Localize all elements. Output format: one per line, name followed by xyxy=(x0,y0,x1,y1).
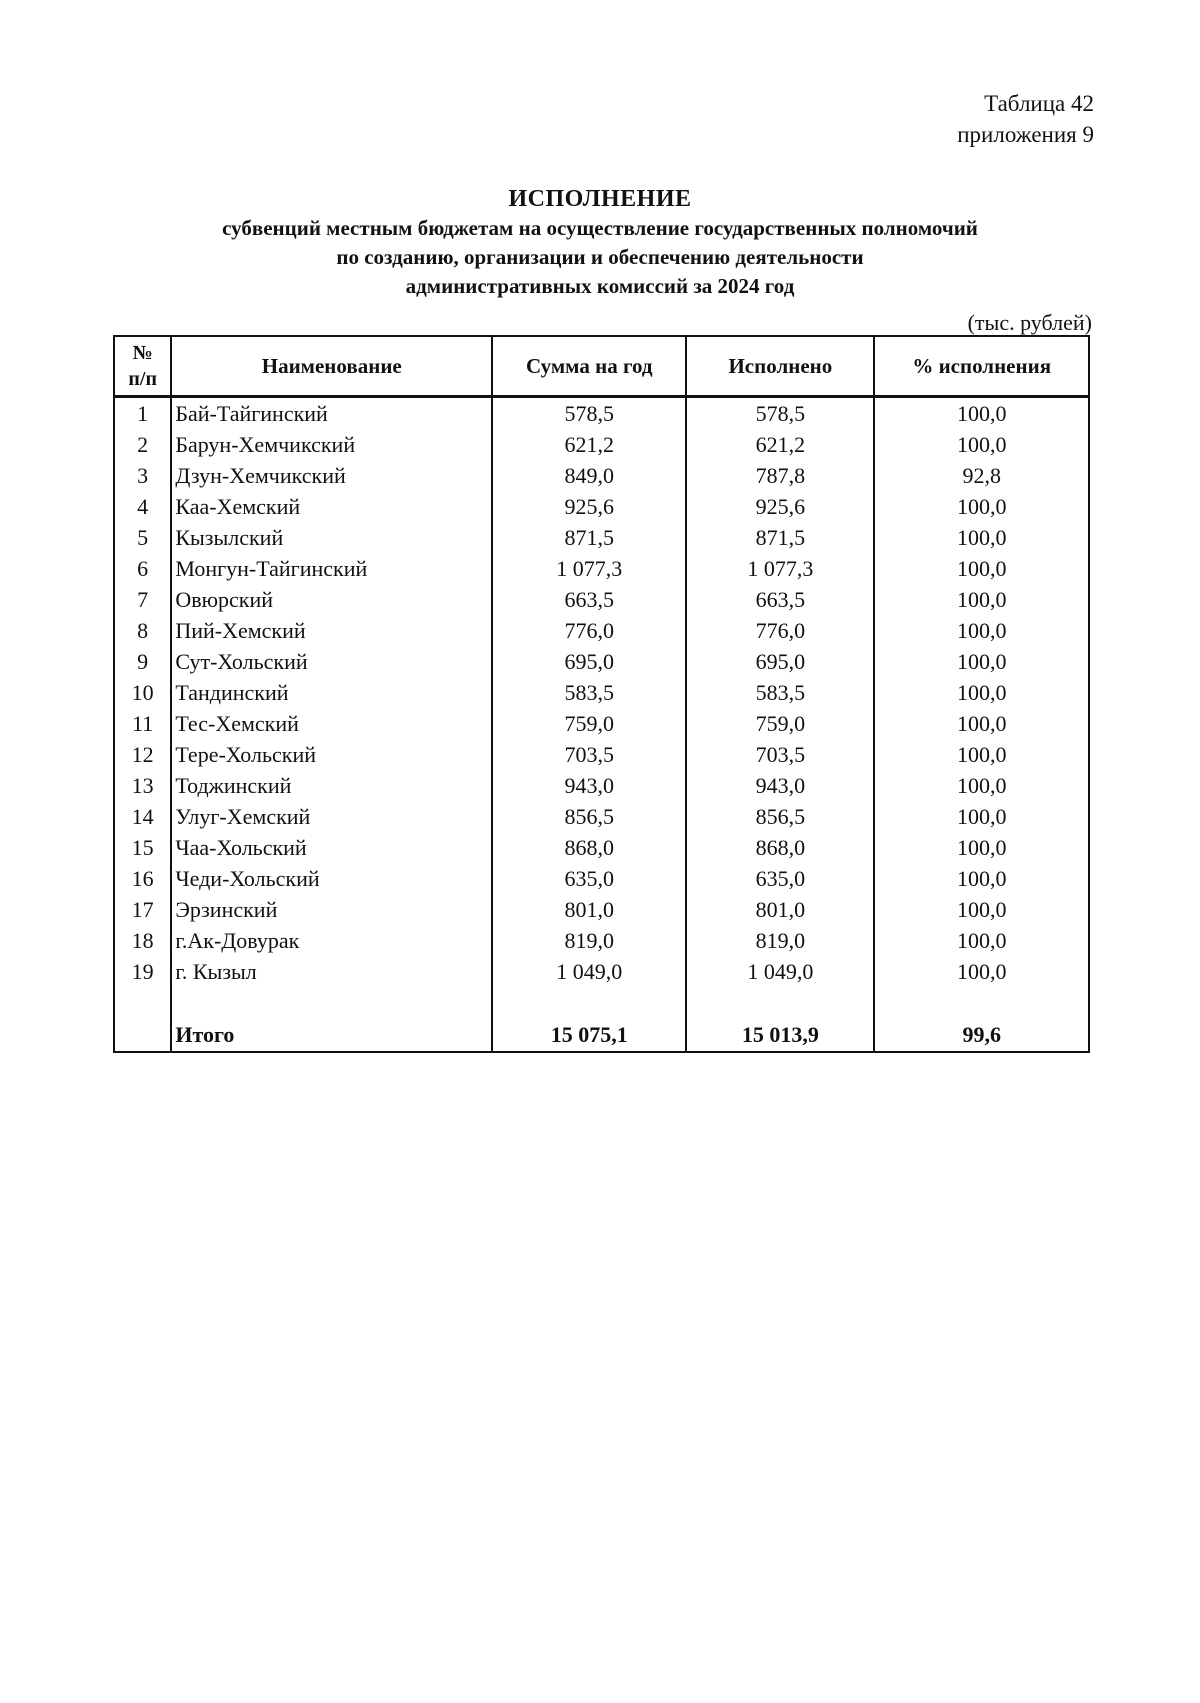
row-name: Дзун-Хемчикский xyxy=(171,460,492,491)
row-percent: 100,0 xyxy=(874,770,1089,801)
table-row xyxy=(114,615,1089,646)
table-row xyxy=(114,522,1089,553)
row-number: 17 xyxy=(114,894,171,925)
row-plan: 583,5 xyxy=(492,677,686,708)
table-row xyxy=(114,553,1089,584)
row-plan: 849,0 xyxy=(492,460,686,491)
row-number: 8 xyxy=(114,615,171,646)
spacer-row xyxy=(114,987,1089,1017)
row-name: г. Кызыл xyxy=(171,956,492,987)
row-done: 663,5 xyxy=(686,584,874,615)
row-number: 4 xyxy=(114,491,171,522)
row-name: Тандинский xyxy=(171,677,492,708)
row-plan: 943,0 xyxy=(492,770,686,801)
row-percent: 100,0 xyxy=(874,801,1089,832)
row-done: 578,5 xyxy=(686,397,874,430)
row-percent: 100,0 xyxy=(874,615,1089,646)
table-row xyxy=(114,894,1089,925)
row-plan: 868,0 xyxy=(492,832,686,863)
row-number: 2 xyxy=(114,429,171,460)
row-percent: 100,0 xyxy=(874,925,1089,956)
row-plan: 819,0 xyxy=(492,925,686,956)
row-name: Бай-Тайгинский xyxy=(171,397,492,430)
row-percent: 100,0 xyxy=(874,646,1089,677)
row-plan: 871,5 xyxy=(492,522,686,553)
table-row xyxy=(114,429,1089,460)
row-plan: 925,6 xyxy=(492,491,686,522)
table-reference xyxy=(957,88,1094,150)
table-row xyxy=(114,677,1089,708)
table-row xyxy=(114,491,1089,522)
row-percent: 100,0 xyxy=(874,584,1089,615)
table-row xyxy=(114,832,1089,863)
total-done: 15 013,9 xyxy=(686,1017,874,1052)
document-title xyxy=(0,184,1200,301)
total-row xyxy=(114,1017,1089,1052)
row-number: 13 xyxy=(114,770,171,801)
row-number: 3 xyxy=(114,460,171,491)
row-done: 695,0 xyxy=(686,646,874,677)
appendix-number: приложения 9 xyxy=(957,122,1094,147)
row-percent: 100,0 xyxy=(874,553,1089,584)
row-name: Овюрский xyxy=(171,584,492,615)
row-done: 925,6 xyxy=(686,491,874,522)
row-done: 759,0 xyxy=(686,708,874,739)
row-name: Барун-Хемчикский xyxy=(171,429,492,460)
table-row xyxy=(114,770,1089,801)
row-name: Чеди-Хольский xyxy=(171,863,492,894)
row-percent: 100,0 xyxy=(874,832,1089,863)
budget-table xyxy=(113,335,1090,1053)
row-percent: 100,0 xyxy=(874,863,1089,894)
row-plan: 801,0 xyxy=(492,894,686,925)
table-number: Таблица 42 xyxy=(984,91,1094,116)
title-line-1: субвенций местным бюджетам на осуществление государственных полномочий xyxy=(222,216,978,240)
row-plan: 635,0 xyxy=(492,863,686,894)
row-plan: 759,0 xyxy=(492,708,686,739)
row-number: 15 xyxy=(114,832,171,863)
column-header-name: Наименование xyxy=(171,336,492,397)
table-row xyxy=(114,739,1089,770)
table-row xyxy=(114,646,1089,677)
row-number: 5 xyxy=(114,522,171,553)
total-percent: 99,6 xyxy=(874,1017,1089,1052)
row-percent: 100,0 xyxy=(874,956,1089,987)
table-row xyxy=(114,863,1089,894)
row-done: 583,5 xyxy=(686,677,874,708)
table-row xyxy=(114,584,1089,615)
row-percent: 100,0 xyxy=(874,491,1089,522)
column-header-number: № п/п xyxy=(114,336,171,397)
row-number: 14 xyxy=(114,801,171,832)
table-row xyxy=(114,801,1089,832)
row-number: 10 xyxy=(114,677,171,708)
row-percent: 100,0 xyxy=(874,522,1089,553)
row-done: 1 077,3 xyxy=(686,553,874,584)
row-number: 18 xyxy=(114,925,171,956)
row-percent: 100,0 xyxy=(874,708,1089,739)
total-label: Итого xyxy=(171,1017,492,1052)
row-number: 16 xyxy=(114,863,171,894)
row-percent: 100,0 xyxy=(874,397,1089,430)
row-number: 12 xyxy=(114,739,171,770)
column-header-plan: Сумма на год xyxy=(492,336,686,397)
table-row xyxy=(114,925,1089,956)
row-done: 819,0 xyxy=(686,925,874,956)
row-percent: 92,8 xyxy=(874,460,1089,491)
row-name: Эрзинский xyxy=(171,894,492,925)
row-done: 787,8 xyxy=(686,460,874,491)
row-plan: 1 077,3 xyxy=(492,553,686,584)
row-plan: 856,5 xyxy=(492,801,686,832)
row-plan: 1 049,0 xyxy=(492,956,686,987)
row-name: Кызылский xyxy=(171,522,492,553)
row-done: 635,0 xyxy=(686,863,874,894)
row-percent: 100,0 xyxy=(874,739,1089,770)
row-done: 943,0 xyxy=(686,770,874,801)
table-body xyxy=(114,397,1089,988)
table-row xyxy=(114,397,1089,430)
row-number: 7 xyxy=(114,584,171,615)
row-percent: 100,0 xyxy=(874,429,1089,460)
row-plan: 578,5 xyxy=(492,397,686,430)
row-name: Каа-Хемский xyxy=(171,491,492,522)
row-number: 9 xyxy=(114,646,171,677)
row-number: 6 xyxy=(114,553,171,584)
column-header-percent: % исполнения xyxy=(874,336,1089,397)
total-plan: 15 075,1 xyxy=(492,1017,686,1052)
row-plan: 621,2 xyxy=(492,429,686,460)
table-row xyxy=(114,460,1089,491)
row-name: г.Ак-Довурак xyxy=(171,925,492,956)
table-header-row xyxy=(114,336,1089,397)
row-plan: 695,0 xyxy=(492,646,686,677)
row-name: Тоджинский xyxy=(171,770,492,801)
row-plan: 776,0 xyxy=(492,615,686,646)
row-done: 801,0 xyxy=(686,894,874,925)
row-number: 1 xyxy=(114,397,171,430)
row-name: Улуг-Хемский xyxy=(171,801,492,832)
row-done: 621,2 xyxy=(686,429,874,460)
row-done: 868,0 xyxy=(686,832,874,863)
column-header-done: Исполнено xyxy=(686,336,874,397)
row-done: 776,0 xyxy=(686,615,874,646)
row-percent: 100,0 xyxy=(874,894,1089,925)
row-name: Пий-Хемский xyxy=(171,615,492,646)
table-row xyxy=(114,956,1089,987)
title-line-3: административных комиссий за 2024 год xyxy=(405,274,795,298)
row-number: 19 xyxy=(114,956,171,987)
title-main: ИСПОЛНЕНИЕ xyxy=(508,186,692,212)
row-name: Тере-Хольский xyxy=(171,739,492,770)
row-name: Тес-Хемский xyxy=(171,708,492,739)
row-plan: 663,5 xyxy=(492,584,686,615)
row-number: 11 xyxy=(114,708,171,739)
row-name: Сут-Хольский xyxy=(171,646,492,677)
row-done: 871,5 xyxy=(686,522,874,553)
row-percent: 100,0 xyxy=(874,677,1089,708)
table-row xyxy=(114,708,1089,739)
title-line-2: по созданию, организации и обеспечению деятельности xyxy=(336,245,864,269)
row-plan: 703,5 xyxy=(492,739,686,770)
row-done: 1 049,0 xyxy=(686,956,874,987)
row-name: Чаа-Хольский xyxy=(171,832,492,863)
row-done: 856,5 xyxy=(686,801,874,832)
row-name: Монгун-Тайгинский xyxy=(171,553,492,584)
units-label: (тыс. рублей) xyxy=(967,310,1092,335)
row-done: 703,5 xyxy=(686,739,874,770)
